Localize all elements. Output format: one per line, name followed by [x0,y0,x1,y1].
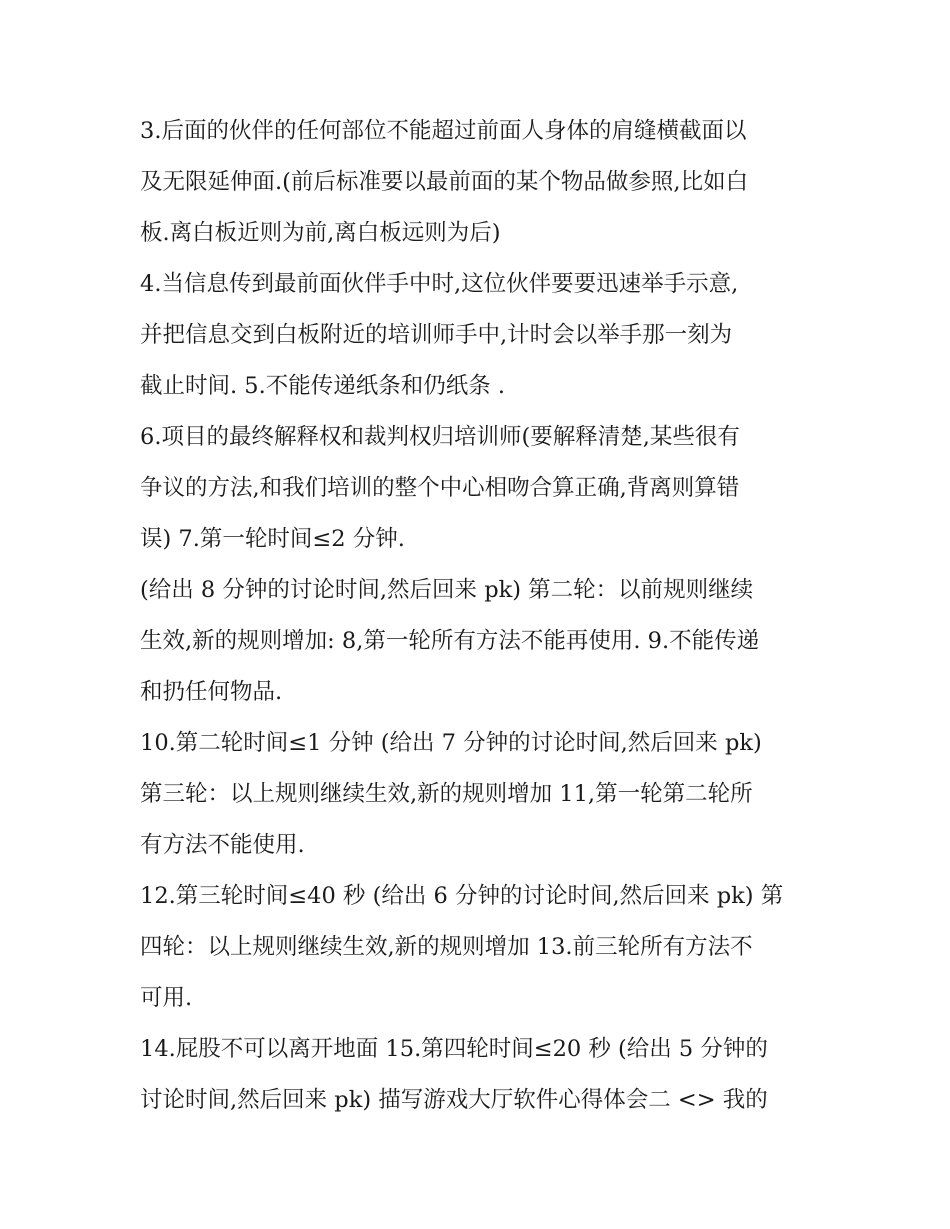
text-line: 板.离白板近则为前,离白板远则为后) [140,220,501,246]
text-line: 并把信息交到白板附近的培训师手中,计时会以举手那一刻为 [140,322,733,348]
text-line: 14.屁股不可以离开地面 15.第四轮时间≤20 秒 (给出 5 分钟的 [140,1036,768,1062]
text-line: 4.当信息传到最前面伙伴手中时,这位伙伴要要迅速举手示意, [140,271,739,297]
text-line: 和扔任何物品. [140,679,283,705]
text-line: 误) 7.第一轮时间≤2 分钟. [140,526,405,552]
text-line: (给出 8 分钟的讨论时间,然后回来 pk) 第二轮：以前规则继续 [140,577,754,603]
text-line: 3.后面的伙伴的任何部位不能超过前面人身体的肩缝横截面以 [140,118,747,144]
text-line: 12.第三轮时间≤40 秒 (给出 6 分钟的讨论时间,然后回来 pk) 第 [140,883,784,909]
text-line: 10.第二轮时间≤1 分钟 (给出 7 分钟的讨论时间,然后回来 pk) [140,730,762,756]
document-body [140,106,820,1126]
text-line: 可用. [140,985,193,1011]
text-line: 及无限延伸面.(前后标准要以最前面的某个物品做参照,比如白 [140,169,749,195]
text-line: 争议的方法,和我们培训的整个中心相吻合算正确,背离则算错 [140,475,740,501]
text-line: 生效,新的规则增加: 8,第一轮所有方法不能再使用. 9.不能传递 [140,628,760,654]
text-line: 四轮：以上规则继续生效,新的规则增加 13.前三轮所有方法不 [140,934,753,960]
text-line: 截止时间. 5.不能传递纸条和仍纸条 . [140,373,506,399]
text-line: 讨论时间,然后回来 pk) 描写游戏大厅软件心得体会二 <> 我的 [140,1087,768,1113]
text-line: 第三轮：以上规则继续生效,新的规则增加 11,第一轮第二轮所 [140,781,753,807]
text-line: 6.项目的最终解释权和裁判权归培训师(要解释清楚,某些很有 [140,424,740,450]
text-line: 有方法不能使用. [140,832,305,858]
